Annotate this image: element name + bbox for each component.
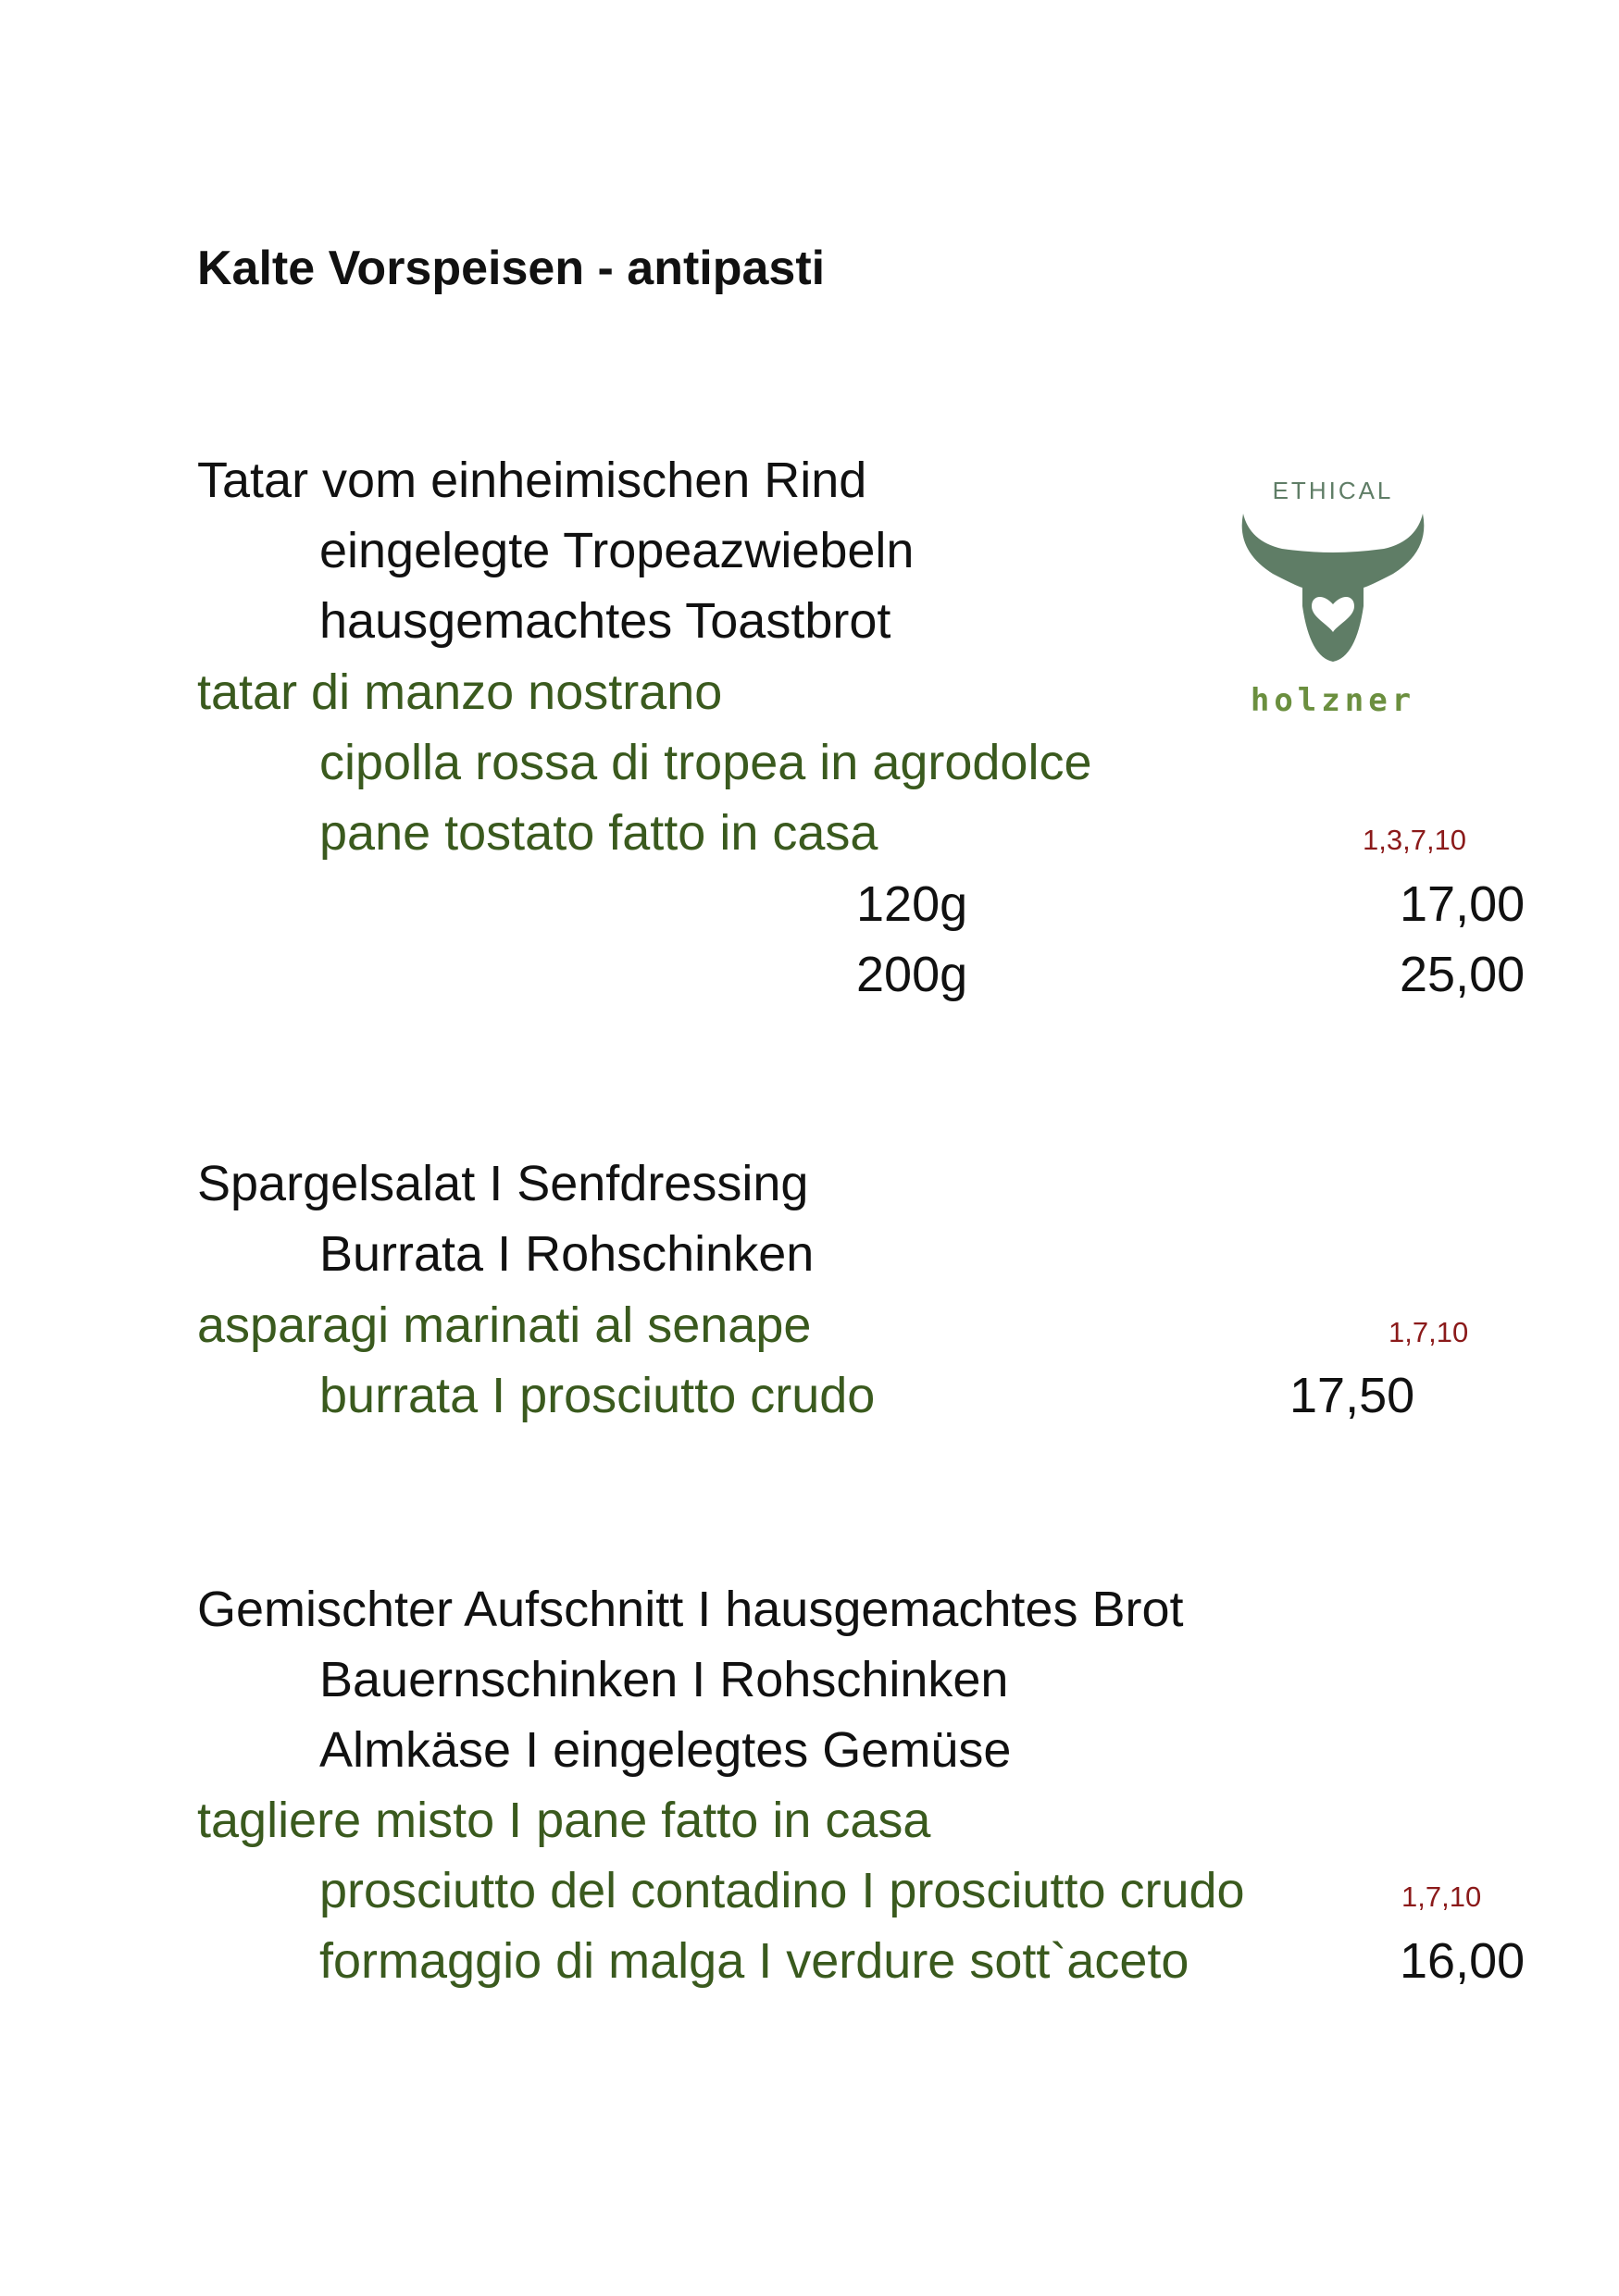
dish-name-it: asparagi marinati al senape (197, 1297, 812, 1353)
allergen-codes: 1,7,10 (1401, 1880, 1482, 1913)
dish-name-de: Tatar vom einheimischen Rind (197, 453, 867, 508)
portion-size: 200g (856, 947, 968, 1002)
dish-detail-de: Bauernschinken I Rohschinken (319, 1652, 1009, 1707)
dish-detail-it: prosciutto del contadino I prosciutto crudo (319, 1863, 1245, 1918)
section-title: Kalte Vorspeisen - antipasti (197, 242, 826, 295)
dish-detail-it: cipolla rossa di tropea in agrodolce (319, 735, 1092, 790)
dish-detail-de: eingelegte Tropeazwiebeln (319, 523, 915, 578)
allergen-codes: 1,3,7,10 (1363, 824, 1467, 856)
dish-name-de: Gemischter Aufschnitt I hausgemachtes Brot (197, 1582, 1184, 1637)
dish-detail-de: Almkäse I eingelegtes Gemüse (319, 1722, 1012, 1778)
price: 17,50 (1289, 1368, 1415, 1423)
dish-detail-it: formaggio di malga I verdure sott`aceto (319, 1933, 1189, 1989)
allergen-codes: 1,7,10 (1389, 1316, 1469, 1348)
price: 17,00 (1400, 876, 1526, 932)
price: 25,00 (1400, 947, 1526, 1002)
dish-name-it: tagliere misto I pane fatto in casa (197, 1793, 931, 1848)
dish-detail-de: hausgemachtes Toastbrot (319, 593, 891, 649)
dish-name-de: Spargelsalat I Senfdressing (197, 1156, 809, 1211)
ethical-holzner-logo (1227, 477, 1439, 726)
portion-size: 120g (856, 876, 968, 932)
logo-bottom-text: holzner (1250, 682, 1416, 719)
price: 16,00 (1400, 1933, 1526, 1989)
logo-top-text: ETHICAL (1272, 477, 1394, 504)
dish-detail-it: pane tostato fatto in casa (319, 805, 878, 861)
dish-detail-de: Burrata I Rohschinken (319, 1226, 815, 1282)
bull-head-heart-icon (1227, 486, 1439, 671)
dish-name-it: tatar di manzo nostrano (197, 664, 723, 720)
dish-detail-it: burrata I prosciutto crudo (319, 1368, 876, 1423)
